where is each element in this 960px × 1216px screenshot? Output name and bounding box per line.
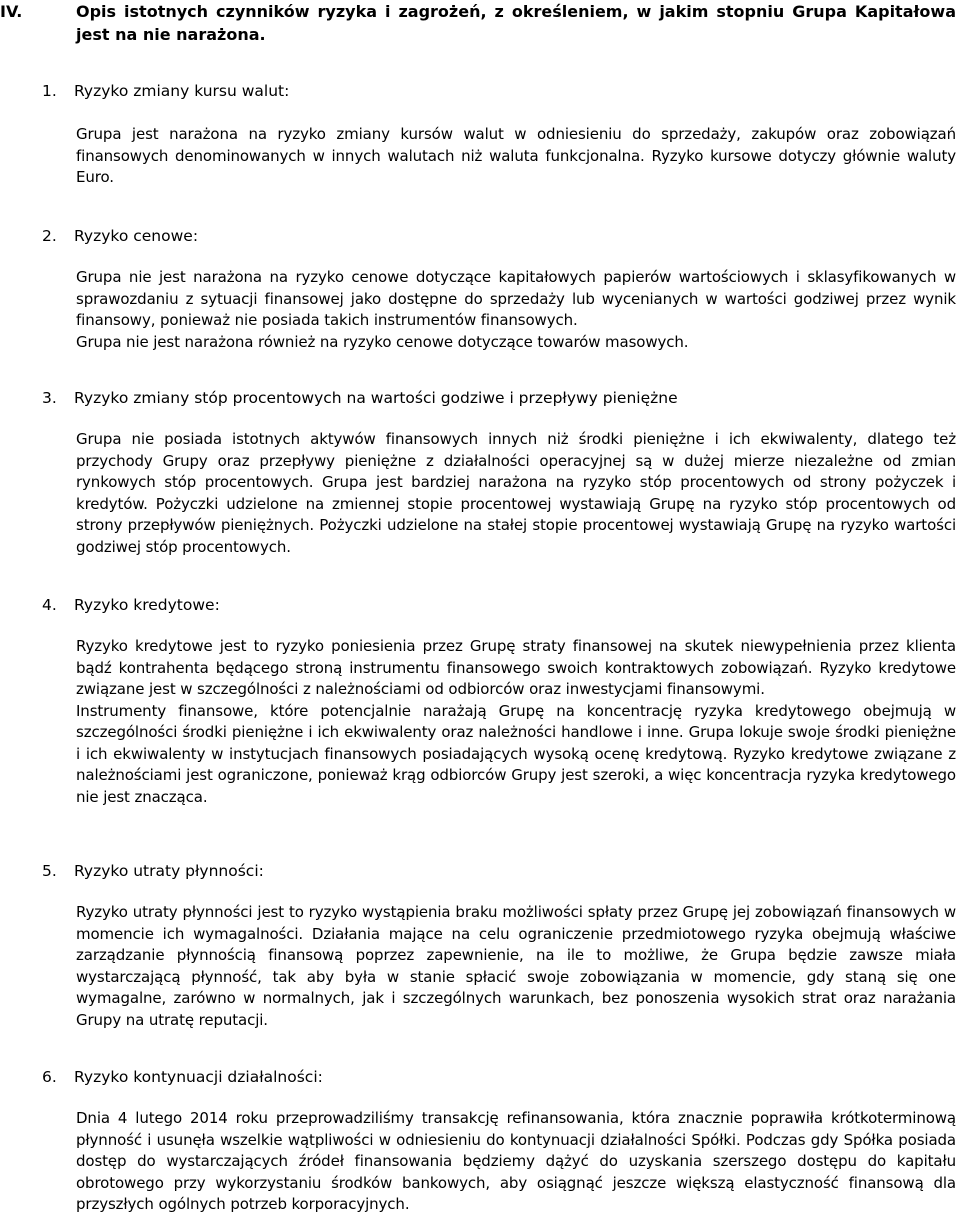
chapter-number: IV. [0, 2, 23, 21]
paragraph: Grupa nie jest narażona na ryzyko cenowe dotyczące kapitałowych papierów wartościowych i sklasyfikowanych w sprawozdaniu z sytuacji finansowej jako dostępne do sprzedaży lub wycenianych w wartości godziwej przez wynik finansowy, ponieważ nie posiada takich instrumentów finansowych. [76, 268, 956, 329]
paragraph: Instrumenty finansowe, które potencjalnie narażają Grupę na koncentrację ryzyka kredytowego obejmują w szczególności środki pieniężne i ich ekwiwalenty oraz należności handlowe i inne. Grupa lokuje swoje środki pieniężne i ich ekwiwalenty w instytucjach finansowych posiadających wysoką ocenę kredytową. Ryzyko kredytowe związane z należnościami jest ograniczone, ponieważ krąg odbiorców Grupy jest szeroki, a więc koncentracja ryzyka kredytowego nie jest znacząca. [76, 701, 956, 806]
paragraph: Grupa nie jest narażona również na ryzyko cenowe dotyczące towarów masowych. [76, 332, 689, 351]
section-body [76, 636, 956, 808]
section-body [76, 429, 956, 558]
section-title-text: Ryzyko zmiany stóp procentowych na wartości godziwe i przepływy pieniężne [74, 389, 678, 407]
section-body [76, 902, 956, 1031]
paragraph: Dnia 4 lutego 2014 roku przeprowadziliśmy transakcję refinansowania, która znacznie poprawiła krótkoterminową płynność i usunęła wszelkie wątpliwości w odniesieniu do kontynuacji działalności Spółki. Podczas gdy Spółka posiada dostęp do wystarczających źródeł finansowania będziemy dążyć do uzyskania szerszego dostępu do kapitału obrotowego przy wykorzystaniu środków bankowych, aby osiągnąć jeszcze większą elastyczność finansową dla przyszłych ogólnych potrzeb korporacyjnych. [76, 1109, 956, 1213]
section-title [42, 594, 220, 616]
section-number: 1. [42, 82, 57, 100]
paragraph: Grupa jest narażona na ryzyko zmiany kursów walut w odniesieniu do sprzedaży, zakupów oraz zobowiązań finansowych denominowanych w innych walutach niż waluta funkcjonalna. Ryzyko kursowe dotyczy głównie waluty Euro. [76, 125, 956, 186]
section-body [76, 267, 956, 353]
section-title-text: Ryzyko cenowe: [74, 227, 199, 245]
section-number: 5. [42, 862, 57, 880]
section-number: 4. [42, 596, 57, 614]
section-body [76, 1108, 956, 1216]
section-number: 6. [42, 1068, 57, 1086]
paragraph: Grupa nie posiada istotnych aktywów finansowych innych niż środki pieniężne i ich ekwiwalenty, dlatego też przychody Grupy oraz przepływy pieniężne z działalności operacyjnej są w dużej mierze niezależne od zmian rynkowych stóp procentowych. Grupa jest bardziej narażona na ryzyko stóp procentowych od strony pożyczek i kredytów. Pożyczki udzielone na zmiennej stopie procentowej wystawiają Grupę na ryzyko stóp procentowych od strony przepływów pieniężnych. Pożyczki udzielone na stałej stopie procentowej wystawiają Grupę na ryzyko wartości godziwej stóp procentowych. [76, 430, 956, 556]
section-title-text: Ryzyko kontynuacji działalności: [74, 1068, 323, 1086]
section-title [42, 387, 678, 409]
section-title [42, 225, 198, 247]
section-title-text: Ryzyko kredytowe: [74, 596, 220, 614]
section-title [42, 860, 264, 882]
paragraph: Ryzyko kredytowe jest to ryzyko poniesienia przez Grupę straty finansowej na skutek niewypełnienia przez klienta bądź kontrahenta będącego stroną instrumentu finansowego swoich kontraktowych zobowiązań. Ryzyko kredytowe związane jest w szczególności z należnościami od odbiorców oraz inwestycjami finansowymi. [76, 637, 956, 698]
section-number: 2. [42, 227, 57, 245]
paragraph: Ryzyko utraty płynności jest to ryzyko wystąpienia braku możliwości spłaty przez Grupę jej zobowiązań finansowych w momencie ich wymagalności. Działania mające na celu ograniczenie przedmiotowego ryzyka obejmują właściwe zarządzanie płynnością finansową poprzez zapewnienie, na ile to możliwe, że Grupa będzie zawsze miała wystarczającą płynność, tak aby była w stanie spłacić swoje zobowiązania w momencie, gdy staną się one wymagalne, zarówno w normalnych, jak i szczególnych warunkach, bez ponoszenia wysokich strat oraz narażania Grupy na utratę reputacji. [76, 903, 956, 1029]
section-body [76, 124, 956, 189]
chapter-title: Opis istotnych czynników ryzyka i zagrożeń, z określeniem, w jakim stopniu Grupa Kapitałowa jest na nie narażona. [76, 2, 956, 44]
section-title [42, 80, 289, 102]
section-title-text: Ryzyko zmiany kursu walut: [74, 82, 290, 100]
section-number: 3. [42, 389, 57, 407]
section-title [42, 1066, 323, 1088]
section-title-text: Ryzyko utraty płynności: [74, 862, 264, 880]
